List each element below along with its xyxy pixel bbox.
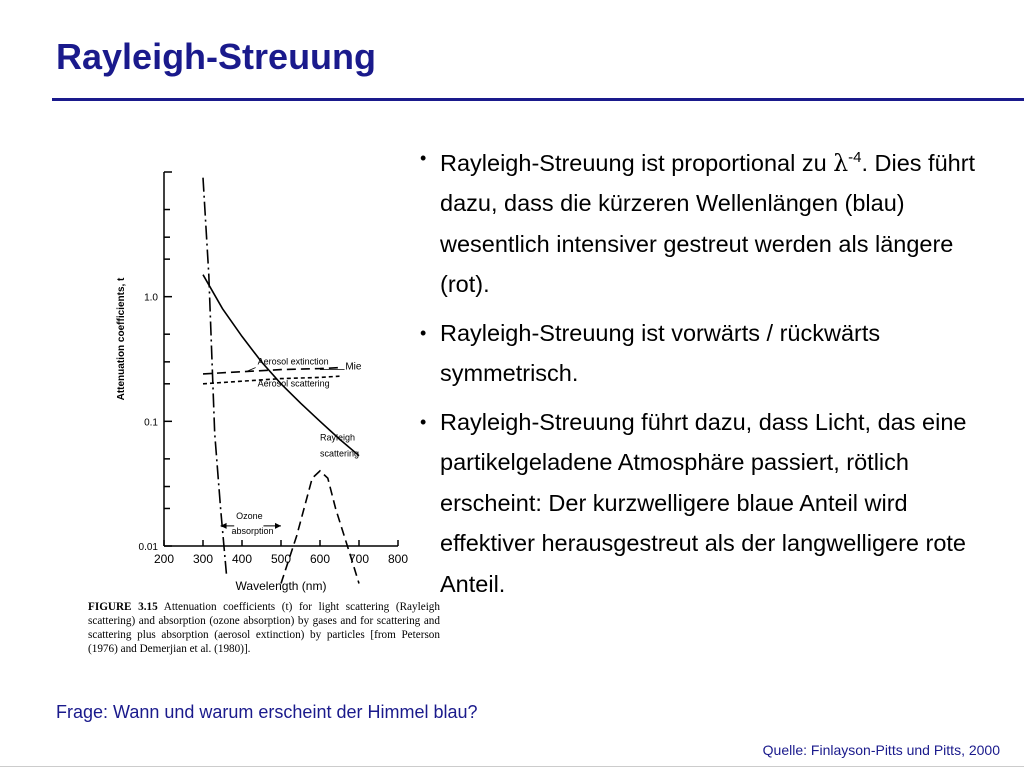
x-tick-label: 200 — [153, 552, 175, 566]
y-tick-label: 0.01 — [138, 542, 158, 553]
x-tick-label: 700 — [348, 552, 370, 566]
question-text: Frage: Wann und warum erscheint der Himmel blau? — [56, 702, 478, 722]
bullet-text: Rayleigh-Streuung führt dazu, dass Licht, das eine partikelgeladene Atmosphäre passiert, rötlich erscheint: Der kurzwelligere blaue Anteil wird effektiver herausgestreut als der langwelligere rote Anteil. — [440, 408, 967, 597]
label-ozone-absorption: absorption — [231, 525, 274, 536]
y-axis-label: Attenuation coefficients, t — [116, 277, 127, 401]
label-aerosol-extinction: Aerosol extinction — [257, 356, 329, 367]
bullet-text: Rayleigh-Streuung ist vorwärts / rückwärts symmetrisch. — [440, 319, 881, 387]
ozone-arrowhead-right — [275, 523, 281, 529]
series-line-ozone-absorption — [203, 178, 226, 574]
y-tick-label: 1.0 — [144, 292, 158, 304]
x-tick-label: 300 — [192, 552, 214, 566]
x-tick-label: 800 — [387, 552, 409, 566]
bullet-item — [420, 402, 1000, 605]
bullet-dot: • — [420, 148, 427, 168]
label-mie: Mie — [345, 361, 362, 373]
exponent: -4 — [848, 149, 862, 166]
figure-caption — [88, 600, 440, 656]
bullet-dot: • — [420, 411, 427, 432]
caption-text: Attenuation coefficients (t) for light scattering (Rayleigh scattering) and absorption (ozone absorption) by gases and for scattering and scattering plus absorption (aerosol extinction) by particles [from Peterson (1976) and Demerjian et al. (1980)]. — [88, 601, 440, 655]
attenuation-chart — [80, 160, 440, 600]
label-rayleigh-scattering: scattering — [320, 448, 360, 459]
label-rayleigh: Rayleigh — [320, 432, 356, 443]
bullet-item — [420, 313, 1000, 394]
bullet-item — [420, 138, 1000, 305]
series-line-ozone-absorption — [281, 471, 359, 584]
label-aerosol-scattering: Aerosol scattering — [257, 378, 330, 389]
label-ozone: Ozone — [236, 510, 263, 521]
caption-label: FIGURE 3.15 — [88, 601, 158, 613]
x-axis-label: Wavelength (nm) — [235, 579, 327, 593]
bullet-text: Rayleigh-Streuung ist proportional zu — [440, 149, 834, 176]
bullet-text-cont: . Dies führt dazu, dass die kürzeren Wellenlängen (blau) wesentlich intensiver gestreut werden als längere (rot). — [440, 149, 976, 298]
bullet-list — [420, 138, 1000, 612]
x-tick-label: 600 — [309, 552, 331, 566]
title-divider — [52, 98, 1024, 101]
bottom-divider — [0, 766, 1024, 767]
x-tick-label: 400 — [231, 552, 253, 566]
slide-title: Rayleigh-Streuung — [56, 36, 377, 77]
lambda-symbol: λ — [833, 148, 849, 177]
attenuation-figure — [80, 160, 440, 670]
bullet-dot: • — [420, 322, 427, 343]
x-tick-label: 500 — [270, 552, 292, 566]
source-citation: Quelle: Finlayson-Pitts und Pitts, 2000 — [762, 742, 1000, 758]
y-tick-label: 0.1 — [144, 417, 158, 429]
